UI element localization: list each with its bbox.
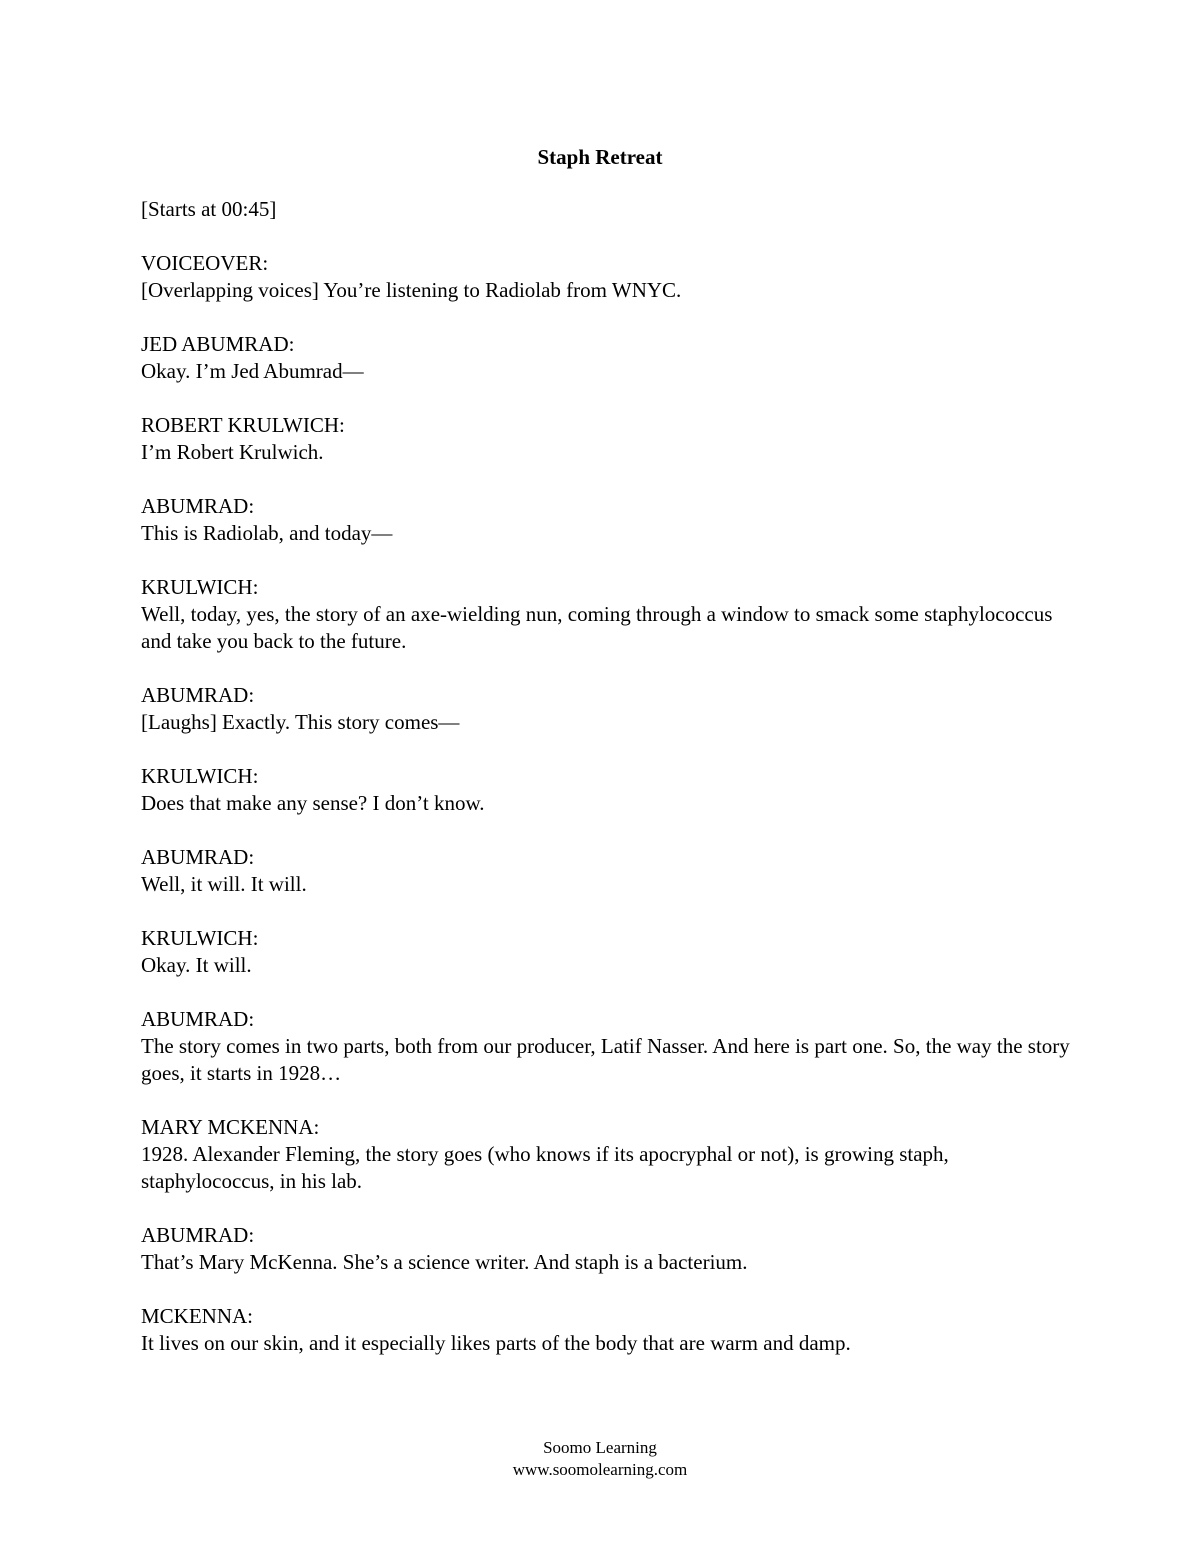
speaker-name: KRULWICH: [141,764,259,788]
dialogue-line: That’s Mary McKenna. She’s a science writer. And staph is a bacterium. [141,1250,748,1274]
dialogue-block [141,574,1071,655]
dialogue-block [141,493,1071,547]
start-timestamp: [Starts at 00:45] [141,197,277,221]
dialogue-line: [Laughs] Exactly. This story comes— [141,710,460,734]
dialogue-block [141,763,1071,817]
speaker-name: KRULWICH: [141,575,259,599]
speaker-name: ROBERT KRULWICH: [141,413,345,437]
speaker-name: MCKENNA: [141,1304,254,1328]
dialogue-line: Okay. It will. [141,953,252,977]
dialogue-block [141,682,1071,736]
dialogue-block [141,250,1071,304]
transcript-body [141,196,1071,1384]
dialogue-line: The story comes in two parts, both from our producer, Latif Nasser. And here is part one. So, the way the story goes, it starts in 1928… [141,1034,1070,1085]
speaker-name: ABUMRAD: [141,1007,255,1031]
speaker-name: MARY MCKENNA: [141,1115,320,1139]
speaker-name: ABUMRAD: [141,845,255,869]
document-title: Staph Retreat [537,145,663,169]
dialogue-block [141,1006,1071,1087]
dialogue-line: Well, today, yes, the story of an axe-wielding nun, coming through a window to smack some staphylococcus and take you back to the future. [141,602,1053,653]
dialogue-block [141,1222,1071,1276]
dialogue-line: Okay. I’m Jed Abumrad— [141,359,364,383]
footer-url: www.soomolearning.com [512,1460,688,1479]
dialogue-line: Does that make any sense? I don’t know. [141,791,485,815]
dialogue-block [141,1114,1071,1195]
speaker-name: ABUMRAD: [141,683,255,707]
dialogue-block [141,331,1071,385]
dialogue-block [141,1303,1071,1357]
speaker-name: ABUMRAD: [141,494,255,518]
dialogue-line: [Overlapping voices] You’re listening to Radiolab from WNYC. [141,278,682,302]
speaker-name: VOICEOVER: [141,251,269,275]
dialogue-block [141,925,1071,979]
footer-org: Soomo Learning [543,1438,657,1457]
speaker-name: ABUMRAD: [141,1223,255,1247]
dialogue-line: This is Radiolab, and today— [141,521,393,545]
dialogue-line: 1928. Alexander Fleming, the story goes (who knows if its apocryphal or not), is growing staph, staphylococcus, in his lab. [141,1142,949,1193]
dialogue-line: It lives on our skin, and it especially likes parts of the body that are warm and damp. [141,1331,851,1355]
dialogue-block [141,844,1071,898]
dialogue-line: Well, it will. It will. [141,872,307,896]
dialogue-block [141,412,1071,466]
dialogue-line: I’m Robert Krulwich. [141,440,324,464]
speaker-name: JED ABUMRAD: [141,332,295,356]
page-footer [0,1437,1200,1481]
speaker-name: KRULWICH: [141,926,259,950]
